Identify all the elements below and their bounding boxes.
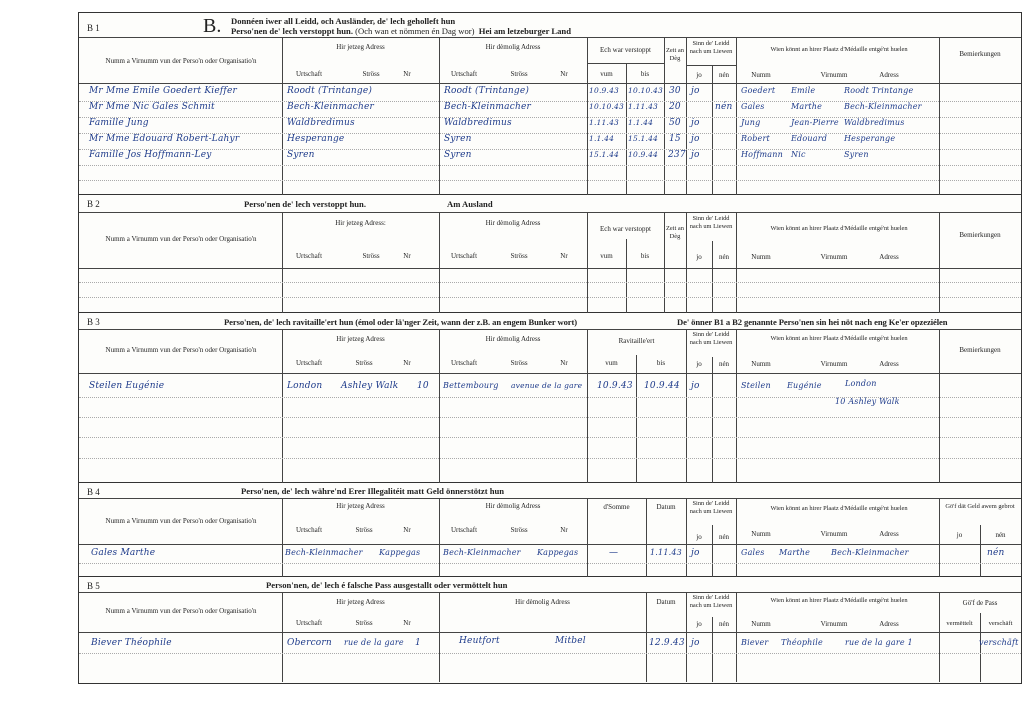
header-stross: Ströss bbox=[355, 526, 373, 534]
header-jo: jo bbox=[956, 531, 963, 539]
section-letter: B. bbox=[203, 15, 222, 37]
row-medaille-numm: Hoffmann bbox=[741, 150, 783, 159]
header-stross: Ströss bbox=[355, 619, 373, 627]
header-ortschaft: Urtschaft bbox=[295, 526, 323, 534]
row-addr-then-stross: Mitbel bbox=[555, 636, 586, 646]
header-adress: Adress bbox=[879, 71, 899, 79]
row-medaille-adress: Waldbredimus bbox=[844, 118, 905, 127]
header-verstoppt: Ech war verstoppt bbox=[600, 225, 651, 233]
row-addr-now: Roodt (Trintange) bbox=[287, 86, 373, 96]
row-medaille-numm: Steilen bbox=[741, 381, 771, 390]
header-adress: Adress bbox=[879, 253, 899, 261]
section-subtitle: Perso'nen de' lech verstoppt hun. (Och wan et nömmen én Dag wor) Hei am letzeburger Land bbox=[231, 26, 571, 36]
row-addr-now-ort: Obercorn bbox=[287, 638, 332, 648]
section-b2 bbox=[79, 195, 1021, 313]
header-adress: Adress bbox=[879, 530, 899, 538]
row-addr-then-ort: Bettembourg bbox=[443, 381, 499, 390]
header-somme: d'Somme bbox=[603, 503, 630, 511]
row-bis: 10.9.44 bbox=[644, 381, 680, 391]
row-medaille-adress: London bbox=[845, 379, 877, 388]
row-name: Steilen Eugénie bbox=[89, 381, 165, 391]
row-addr-then-stross: avenue de la gare bbox=[511, 381, 583, 390]
row-bis: 15.1.44 bbox=[628, 134, 659, 143]
section-title: Donnéen iwer all Leidd, och Ausländer, de' lech geholleft hun bbox=[231, 16, 456, 26]
row-medaille-virnumm: Marthe bbox=[779, 548, 811, 557]
section-code: B 3 bbox=[87, 317, 100, 327]
header-addr-now: Hir jetzeg Adress bbox=[336, 598, 385, 606]
header-nen: nén bbox=[718, 253, 730, 261]
header-ortschaft: Urtschaft bbox=[295, 70, 323, 78]
row-jo: jo bbox=[691, 381, 700, 391]
row-addr-now: Hesperange bbox=[287, 134, 345, 144]
header-bemierkungen: Bemierkungen bbox=[959, 50, 1001, 58]
header-ortschaft: Urtschaft bbox=[295, 252, 323, 260]
row-addr-now: Syren bbox=[287, 150, 315, 160]
header-nen: nén bbox=[718, 71, 730, 79]
header-jo: jo bbox=[696, 71, 702, 79]
header-nr: Nr bbox=[403, 70, 411, 78]
row-addr-now-stross: Ashley Walk bbox=[341, 381, 399, 391]
header-datum: Datum bbox=[656, 503, 676, 511]
header-nr: Nr bbox=[560, 359, 568, 367]
header-name: Numm a Virnumm vun der Perso'n oder Organisatio'n bbox=[105, 517, 257, 525]
row-medaille-numm: Jung bbox=[741, 118, 761, 127]
row-addr-then-ort: Bech-Kleinmacher bbox=[443, 548, 521, 557]
header-numm: Numm bbox=[751, 71, 771, 79]
row-medaille-virnumm: Eugénie bbox=[787, 381, 822, 390]
header-ortschaft: Urtschaft bbox=[450, 70, 478, 78]
header-nr: Nr bbox=[403, 619, 411, 627]
header-bis: bis bbox=[640, 70, 650, 78]
header-medaille: Wien könnt an hirer Plaatz d'Médaille entgé'nt huelen bbox=[770, 46, 908, 53]
header-virnumm: Virnumm bbox=[820, 620, 848, 628]
row-medaille-adress: rue de la gare 1 bbox=[845, 638, 913, 647]
row-vum: 10.10.43 bbox=[589, 102, 624, 111]
row-name: Famille Jung bbox=[89, 118, 149, 128]
header-sinn: Sinn de' Leidd nach um Liewen bbox=[689, 500, 733, 515]
row-bis: 1.11.43 bbox=[628, 102, 659, 111]
header-stross: Ströss bbox=[355, 359, 373, 367]
header-verstoppt: Ech war verstoppt bbox=[600, 46, 651, 54]
header-bemierkungen: Bemierkungen bbox=[959, 231, 1001, 239]
header-medaille: Wien könnt an hirer Plaatz d'Médaille entgé'nt huelen bbox=[770, 505, 908, 512]
header-stross: Ströss bbox=[510, 359, 528, 367]
section-title: Perso'nen de' lech verstoppt hun. bbox=[244, 199, 366, 209]
header-nen: nén bbox=[718, 360, 730, 368]
header-ortschaft: Urtschaft bbox=[450, 526, 478, 534]
form-sheet bbox=[78, 12, 1022, 684]
row-deg: 50 bbox=[669, 118, 681, 128]
row-somme: — bbox=[609, 548, 619, 558]
header-virnumm: Virnumm bbox=[820, 360, 848, 368]
header-ortschaft: Urtschaft bbox=[450, 359, 478, 367]
header-medaille: Wien könnt an hirer Plaatz d'Médaille entgé'nt huelen bbox=[770, 597, 908, 604]
row-vum: 10.9.43 bbox=[589, 86, 620, 95]
row-medaille-adress: Syren bbox=[844, 150, 869, 159]
header-stross: Ströss bbox=[510, 70, 528, 78]
header-sinn: Sinn de' Leidd nach um Liewen bbox=[689, 40, 733, 55]
header-adress: Adress bbox=[879, 360, 899, 368]
header-nr: Nr bbox=[560, 252, 568, 260]
header-zeit: Zeit an Dèg bbox=[666, 225, 684, 240]
header-addr-now: Hir jetzeg Adress: bbox=[335, 219, 386, 227]
header-stross: Ströss bbox=[362, 252, 380, 260]
header-numm: Numm bbox=[751, 620, 771, 628]
header-bis: bis bbox=[640, 252, 650, 260]
row-medaille-adress: Bech-Kleinmacher bbox=[844, 102, 922, 111]
row-vum: 1.11.43 bbox=[589, 118, 620, 127]
section-title: Person'nen, de' lech é falsche Pass ausgestallt oder vermöttelt hun bbox=[266, 580, 508, 590]
row-name: Gales Marthe bbox=[91, 548, 156, 558]
header-nen: nén bbox=[718, 620, 730, 628]
header-ortschaft: Urtschaft bbox=[295, 359, 323, 367]
header-geld: Gö'f dät Geld awem gebrot bbox=[945, 503, 1015, 510]
header-pass: Gö'f de Pass bbox=[962, 599, 998, 607]
row-jo: jo bbox=[691, 86, 700, 96]
header-name: Numm a Virnumm vun der Perso'n oder Organisatio'n bbox=[105, 57, 257, 65]
row-deg: 237 bbox=[668, 150, 686, 160]
row-deg: 30 bbox=[669, 86, 681, 96]
row-addr-now-nr: 1 bbox=[415, 638, 421, 648]
row-jo: jo bbox=[691, 548, 700, 558]
header-verschaft: verschäft bbox=[988, 620, 1013, 627]
header-stross: Ströss bbox=[510, 252, 528, 260]
header-jo: jo bbox=[696, 360, 702, 368]
header-name: Numm a Virnumm vun der Perso'n oder Organisatio'n bbox=[105, 235, 257, 243]
row-addr-now-ort: Bech-Kleinmacher bbox=[285, 548, 363, 557]
header-addr-now: Hir jetzeg Adress bbox=[336, 43, 385, 51]
header-numm: Numm bbox=[751, 253, 771, 261]
header-nen: nén bbox=[718, 533, 730, 541]
section-b1 bbox=[79, 13, 1021, 195]
row-bis: 1.1.44 bbox=[628, 118, 654, 127]
row-addr-then: Roodt (Trintange) bbox=[444, 86, 530, 96]
header-numm: Numm bbox=[751, 530, 771, 538]
header-addr-now: Hir jetzeg Adress bbox=[336, 335, 385, 343]
row-medaille-adress: Hesperange bbox=[844, 134, 896, 143]
section-b5 bbox=[79, 577, 1021, 683]
row-datum: 1.11.43 bbox=[650, 548, 682, 557]
row-nen: nén bbox=[715, 102, 733, 112]
header-addr-then: Hir dèmolig Adress bbox=[515, 598, 570, 606]
row-geld-nen: nén bbox=[987, 548, 1005, 558]
header-ravitailleert: Ravitaille'ert bbox=[618, 337, 655, 345]
header-nr: Nr bbox=[403, 526, 411, 534]
header-zeit: Zeit an Dèg bbox=[666, 47, 684, 62]
row-medaille-adress: Bech-Kleinmacher bbox=[831, 548, 909, 557]
row-datum: 12.9.43 bbox=[649, 638, 685, 648]
row-medaille-numm: Gales bbox=[741, 102, 765, 111]
header-ortschaft: Urtschaft bbox=[450, 252, 478, 260]
header-addr-then: Hir dèmolig Adress bbox=[485, 502, 541, 510]
row-medaille-numm: Biever bbox=[741, 638, 769, 647]
row-addr-now: Bech-Kleinmacher bbox=[287, 102, 374, 112]
row-jo: jo bbox=[691, 134, 700, 144]
row-name: Mr Mme Emile Goedert Kieffer bbox=[89, 86, 237, 96]
row-addr-now-nr: 10 bbox=[417, 381, 429, 391]
header-ortschaft: Urtschaft bbox=[295, 619, 323, 627]
section-title: Perso'nen, de' lech ravitaille'ert hun (émol oder lä'nger Zeit, wann der z.B. an engem Bunker wort) bbox=[224, 317, 577, 327]
row-deg: 20 bbox=[669, 102, 681, 112]
header-virnumm: Virnumm bbox=[820, 253, 848, 261]
section-code: B 1 bbox=[87, 23, 100, 33]
header-datum: Datum bbox=[656, 598, 676, 606]
section-title: Perso'nen, de' lech währe'nd Erer Illegalitéit matt Geld önnerstötzt hun bbox=[241, 486, 505, 496]
header-stross: Ströss bbox=[362, 70, 380, 78]
row-deg: 15 bbox=[669, 134, 681, 144]
row-addr-now: Waldbredimus bbox=[287, 118, 355, 128]
row-bis: 10.9.44 bbox=[628, 150, 659, 159]
row-name: Biever Théophile bbox=[91, 638, 172, 648]
row-addr-then: Syren bbox=[444, 134, 472, 144]
header-addr-then: Hir dèmolig Adress bbox=[485, 43, 541, 51]
section-title-note: De' önner B1 a B2 genannte Perso'nen sin hei nöt nach eng Ke'er opzeziélen bbox=[677, 317, 948, 327]
row-medaille-numm: Gales bbox=[741, 548, 765, 557]
header-jo: jo bbox=[696, 253, 702, 261]
row-medaille-virnumm: Théophile bbox=[781, 638, 823, 647]
row-vum: 10.9.43 bbox=[597, 381, 633, 391]
row-medaille-virnumm: Edouard bbox=[791, 134, 828, 143]
row-jo: jo bbox=[691, 150, 700, 160]
row-addr-now-stross: rue de la gare bbox=[344, 638, 404, 647]
header-nr: Nr bbox=[403, 252, 411, 260]
header-nen: nén bbox=[995, 531, 1006, 539]
header-nr: Nr bbox=[560, 526, 568, 534]
row-name: Mr Mme Edouard Robert-Lahyr bbox=[89, 134, 240, 144]
row-medaille-virnumm: Emile bbox=[791, 86, 816, 95]
section-title-location: Am Ausland bbox=[447, 199, 493, 209]
row-medaille-numm: Robert bbox=[741, 134, 770, 143]
header-medaille: Wien könnt an hirer Plaatz d'Médaille entgé'nt huelen bbox=[770, 225, 908, 232]
row-pass-verschaft: verschäft bbox=[979, 638, 1019, 647]
header-bemierkungen: Bemierkungen bbox=[959, 346, 1001, 354]
header-nr: Nr bbox=[560, 70, 568, 78]
row-medaille-numm: Goedert bbox=[741, 86, 776, 95]
header-adress: Adress bbox=[879, 620, 899, 628]
section-b3 bbox=[79, 313, 1021, 483]
header-numm: Numm bbox=[751, 360, 771, 368]
section-code: B 4 bbox=[87, 487, 100, 497]
row-addr-then: Syren bbox=[444, 150, 472, 160]
header-bis: bis bbox=[656, 359, 666, 367]
header-nr: Nr bbox=[403, 359, 411, 367]
row-vum: 1.1.44 bbox=[589, 134, 615, 143]
header-medaille: Wien könnt an hirer Plaatz d'Médaille entgé'nt huelen bbox=[770, 335, 908, 342]
section-b4 bbox=[79, 483, 1021, 577]
header-vum: vum bbox=[605, 359, 618, 367]
row-addr-then-stross: Kappegas bbox=[537, 548, 579, 557]
row-addr-now-stross: Kappegas bbox=[379, 548, 421, 557]
row-vum: 15.1.44 bbox=[589, 150, 620, 159]
header-vum: vum bbox=[600, 70, 613, 78]
header-jo: jo bbox=[696, 620, 702, 628]
section-code: B 5 bbox=[87, 581, 100, 591]
row-medaille-adress-line2: 10 Ashley Walk bbox=[835, 397, 900, 406]
header-vum: vum bbox=[600, 252, 613, 260]
header-virnumm: Virnumm bbox=[820, 530, 848, 538]
row-medaille-virnumm: Marthe bbox=[791, 102, 823, 111]
header-virnumm: Virnumm bbox=[820, 71, 848, 79]
row-bis: 10.10.43 bbox=[628, 86, 663, 95]
header-vermettelt: vermëttelt bbox=[946, 620, 973, 627]
header-sinn: Sinn de' Leidd nach um Liewen bbox=[689, 331, 733, 346]
header-name: Numm a Virnumm vun der Perso'n oder Organisatio'n bbox=[105, 346, 257, 354]
header-addr-then: Hir dèmolig Adress bbox=[485, 335, 541, 343]
header-jo: jo bbox=[696, 533, 702, 541]
row-medaille-virnumm: Jean-Pierre bbox=[791, 118, 839, 127]
header-sinn: Sinn de' Leidd nach um Liewen bbox=[689, 594, 733, 609]
section-code: B 2 bbox=[87, 199, 100, 209]
row-medaille-virnumm: Nic bbox=[791, 150, 806, 159]
header-stross: Ströss bbox=[510, 526, 528, 534]
header-addr-now: Hir jetzeg Adress bbox=[336, 502, 385, 510]
row-jo: jo bbox=[691, 638, 700, 648]
row-medaille-adress: Roodt Trintange bbox=[844, 86, 914, 95]
header-name: Numm a Virnumm vun der Perso'n oder Organisatio'n bbox=[105, 607, 257, 615]
row-name: Mr Mme Nic Gales Schmit bbox=[89, 102, 215, 112]
header-sinn: Sinn de' Leidd nach um Liewen bbox=[689, 215, 733, 230]
row-addr-then: Bech-Kleinmacher bbox=[444, 102, 531, 112]
row-jo: jo bbox=[691, 118, 700, 128]
row-name: Famille Jos Hoffmann-Ley bbox=[89, 150, 212, 160]
row-addr-then: Waldbredimus bbox=[444, 118, 512, 128]
header-addr-then: Hir dèmolig Adress bbox=[485, 219, 541, 227]
row-addr-now-ort: London bbox=[287, 381, 323, 391]
row-addr-then-ort: Heutfort bbox=[459, 636, 500, 646]
